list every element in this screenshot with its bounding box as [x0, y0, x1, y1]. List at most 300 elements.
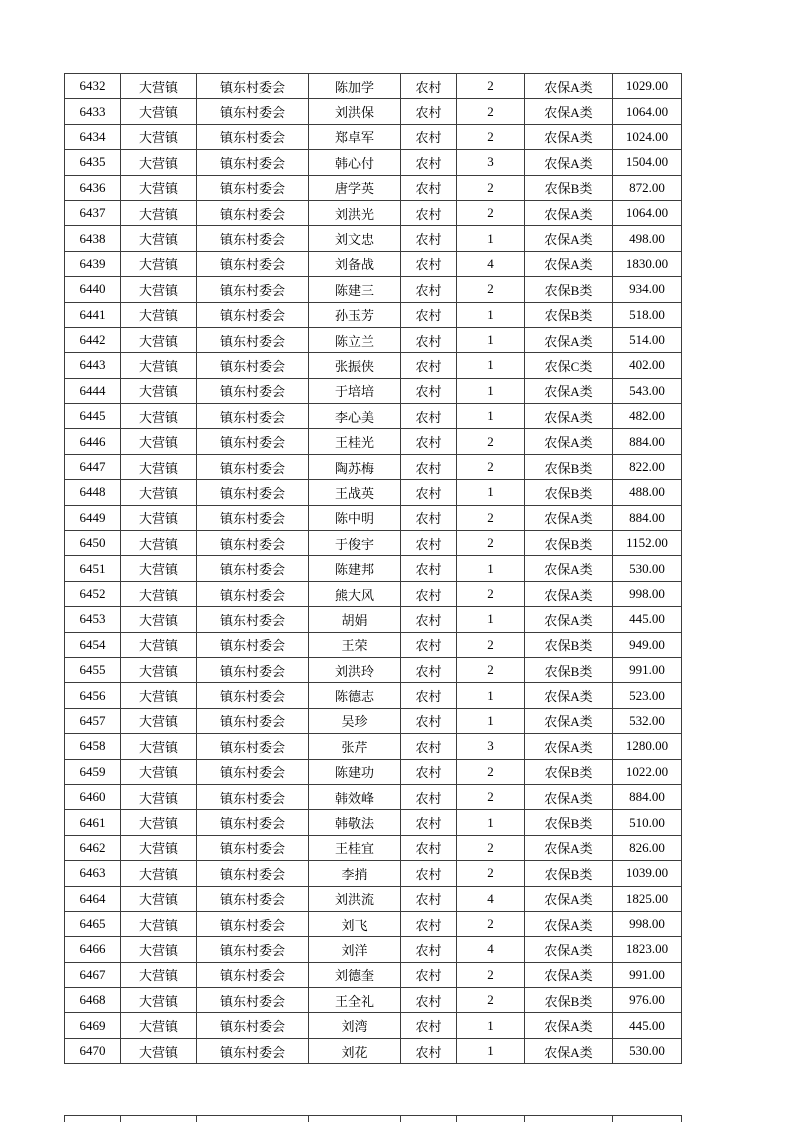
cell-residence-type: 农村 [401, 835, 457, 860]
cell-village-committee: 镇东村委会 [197, 962, 309, 987]
cell-amount: 1022.00 [613, 759, 682, 784]
cell-town: 大营镇 [121, 937, 197, 962]
cell-insurance-category: 农保A类 [525, 734, 613, 759]
cell-village-committee: 镇东村委会 [197, 404, 309, 429]
cell-residence-type: 农村 [401, 581, 457, 606]
cell-serial-number: 6470 [65, 1038, 121, 1063]
cell-serial-number: 6439 [65, 251, 121, 276]
cell-insurance-category: 农保B类 [525, 175, 613, 200]
cell-insurance-category: 农保A类 [525, 404, 613, 429]
cell-amount: 1280.00 [613, 734, 682, 759]
cell-amount: 445.00 [613, 1013, 682, 1038]
cell-person-name: 刘洪玲 [309, 657, 401, 682]
table-row [65, 429, 682, 454]
cell-insurance-category: 农保B类 [525, 632, 613, 657]
cell-person-count: 1 [457, 607, 525, 632]
cell-amount: 1024.00 [613, 124, 682, 149]
cell-amount: 1029.00 [613, 74, 682, 99]
cell-insurance-category: 农保B类 [525, 302, 613, 327]
cell-person-count: 1 [457, 480, 525, 505]
cell-town: 大营镇 [121, 708, 197, 733]
cell-amount: 402.00 [613, 353, 682, 378]
table-row [65, 657, 682, 682]
table-row [65, 99, 682, 124]
cell-serial-number: 6445 [65, 404, 121, 429]
cell-amount: 976.00 [613, 988, 682, 1013]
cell-amount: 1830.00 [613, 251, 682, 276]
cell-residence-type: 农村 [401, 607, 457, 632]
cell-residence-type: 农村 [401, 404, 457, 429]
cell-person-name: 刘洪保 [309, 99, 401, 124]
cell-insurance-category: 农保A类 [525, 378, 613, 403]
table-row [65, 581, 682, 606]
cell-insurance-category: 农保A类 [525, 429, 613, 454]
cell-insurance-category: 农保A类 [525, 962, 613, 987]
cell-residence-type: 农村 [401, 429, 457, 454]
cell-amount: 482.00 [613, 404, 682, 429]
cell-town: 大营镇 [121, 480, 197, 505]
cell-village-committee: 镇东村委会 [197, 632, 309, 657]
cell-town: 大营镇 [121, 429, 197, 454]
cell-residence-type: 农村 [401, 657, 457, 682]
cell-town: 大营镇 [121, 251, 197, 276]
cell-residence-type [401, 1116, 457, 1122]
cell-village-committee: 镇东村委会 [197, 353, 309, 378]
table-row [65, 531, 682, 556]
table-row [65, 632, 682, 657]
cell-village-committee: 镇东村委会 [197, 1013, 309, 1038]
table-row [65, 607, 682, 632]
cell-amount: 530.00 [613, 1038, 682, 1063]
cell-town: 大营镇 [121, 988, 197, 1013]
table-row [65, 784, 682, 809]
cell-town: 大营镇 [121, 607, 197, 632]
cell-insurance-category: 农保B类 [525, 657, 613, 682]
cell-village-committee: 镇东村委会 [197, 124, 309, 149]
cell-serial-number: 6460 [65, 784, 121, 809]
cell-person-name: 刘花 [309, 1038, 401, 1063]
cell-insurance-category: 农保A类 [525, 226, 613, 251]
cell-person-name: 张芹 [309, 734, 401, 759]
table-row [65, 454, 682, 479]
cell-amount: 523.00 [613, 683, 682, 708]
cell-village-committee: 镇东村委会 [197, 988, 309, 1013]
cell-person-name: 熊大风 [309, 581, 401, 606]
cell-insurance-category: 农保A类 [525, 708, 613, 733]
cell-town: 大营镇 [121, 226, 197, 251]
cell-residence-type: 农村 [401, 810, 457, 835]
cell-person-count: 2 [457, 962, 525, 987]
cell-amount: 1825.00 [613, 886, 682, 911]
cell-insurance-category: 农保A类 [525, 937, 613, 962]
cell-village-committee: 镇东村委会 [197, 835, 309, 860]
cell-amount: 884.00 [613, 784, 682, 809]
cell-serial-number: 6453 [65, 607, 121, 632]
cell-person-count: 2 [457, 200, 525, 225]
cell-insurance-category: 农保A类 [525, 150, 613, 175]
cell-serial-number: 6444 [65, 378, 121, 403]
cell-insurance-category: 农保B类 [525, 861, 613, 886]
table-row [65, 150, 682, 175]
records-table-body [65, 74, 682, 1064]
cell-person-count: 1 [457, 302, 525, 327]
cell-person-name: 陈中明 [309, 505, 401, 530]
cell-person-name: 李心美 [309, 404, 401, 429]
cell-residence-type: 农村 [401, 74, 457, 99]
cell-village-committee: 镇东村委会 [197, 607, 309, 632]
cell-insurance-category: 农保A类 [525, 505, 613, 530]
cell-town: 大营镇 [121, 683, 197, 708]
cell-residence-type: 农村 [401, 251, 457, 276]
table-row [65, 1116, 682, 1122]
cell-town: 大营镇 [121, 124, 197, 149]
cell-serial-number: 6457 [65, 708, 121, 733]
cell-serial-number: 6454 [65, 632, 121, 657]
cell-village-committee: 镇东村委会 [197, 861, 309, 886]
cell-person-name: 陈建功 [309, 759, 401, 784]
cell-town: 大营镇 [121, 404, 197, 429]
cell-person-name: 刘洪光 [309, 200, 401, 225]
cell-person-count [457, 1116, 525, 1122]
cell-amount: 518.00 [613, 302, 682, 327]
table-row [65, 175, 682, 200]
cell-amount: 998.00 [613, 581, 682, 606]
cell-residence-type: 农村 [401, 911, 457, 936]
cell-residence-type: 农村 [401, 784, 457, 809]
cell-town: 大营镇 [121, 911, 197, 936]
cell-person-name: 王桂宜 [309, 835, 401, 860]
table-row [65, 683, 682, 708]
cell-person-name: 陶苏梅 [309, 454, 401, 479]
cell-village-committee: 镇东村委会 [197, 302, 309, 327]
cell-residence-type: 农村 [401, 962, 457, 987]
cell-person-count: 2 [457, 454, 525, 479]
cell-amount: 510.00 [613, 810, 682, 835]
cell-person-count: 2 [457, 531, 525, 556]
cell-amount: 884.00 [613, 505, 682, 530]
cell-person-count: 2 [457, 911, 525, 936]
cell-town: 大营镇 [121, 810, 197, 835]
cell-person-name: 李捎 [309, 861, 401, 886]
cell-residence-type: 农村 [401, 708, 457, 733]
cell-village-committee: 镇东村委会 [197, 759, 309, 784]
cell-amount: 1064.00 [613, 200, 682, 225]
table-row [65, 124, 682, 149]
cell-serial-number: 6450 [65, 531, 121, 556]
cell-town: 大营镇 [121, 861, 197, 886]
cell-person-name: 于培培 [309, 378, 401, 403]
cell-person-name [309, 1116, 401, 1122]
cell-person-count: 2 [457, 505, 525, 530]
cell-person-name: 王全礼 [309, 988, 401, 1013]
cell-person-count: 2 [457, 784, 525, 809]
partial-next-row-table [64, 1115, 682, 1122]
cell-amount: 532.00 [613, 708, 682, 733]
cell-person-count: 1 [457, 556, 525, 581]
cell-person-count: 2 [457, 124, 525, 149]
cell-town: 大营镇 [121, 556, 197, 581]
cell-amount: 998.00 [613, 911, 682, 936]
cell-amount: 1504.00 [613, 150, 682, 175]
cell-insurance-category: 农保A类 [525, 74, 613, 99]
cell-person-count: 2 [457, 632, 525, 657]
cell-insurance-category: 农保A类 [525, 99, 613, 124]
cell-residence-type: 农村 [401, 531, 457, 556]
cell-serial-number: 6432 [65, 74, 121, 99]
table-row [65, 886, 682, 911]
cell-village-committee: 镇东村委会 [197, 454, 309, 479]
cell-insurance-category: 农保A类 [525, 1038, 613, 1063]
cell-serial-number: 6467 [65, 962, 121, 987]
cell-town: 大营镇 [121, 200, 197, 225]
cell-village-committee: 镇东村委会 [197, 74, 309, 99]
cell-person-count: 2 [457, 99, 525, 124]
cell-person-count: 2 [457, 759, 525, 784]
cell-residence-type: 农村 [401, 124, 457, 149]
cell-person-name: 韩心付 [309, 150, 401, 175]
cell-residence-type: 农村 [401, 353, 457, 378]
cell-serial-number: 6461 [65, 810, 121, 835]
cell-residence-type: 农村 [401, 200, 457, 225]
cell-person-count: 1 [457, 708, 525, 733]
cell-village-committee [197, 1116, 309, 1122]
cell-serial-number: 6443 [65, 353, 121, 378]
cell-town: 大营镇 [121, 581, 197, 606]
cell-insurance-category: 农保B类 [525, 810, 613, 835]
cell-serial-number: 6437 [65, 200, 121, 225]
cell-amount: 934.00 [613, 277, 682, 302]
cell-residence-type: 农村 [401, 886, 457, 911]
cell-person-count: 1 [457, 353, 525, 378]
cell-village-committee: 镇东村委会 [197, 1038, 309, 1063]
cell-serial-number: 6449 [65, 505, 121, 530]
cell-village-committee: 镇东村委会 [197, 99, 309, 124]
cell-town: 大营镇 [121, 835, 197, 860]
cell-person-count: 1 [457, 378, 525, 403]
cell-village-committee: 镇东村委会 [197, 886, 309, 911]
cell-amount: 826.00 [613, 835, 682, 860]
cell-amount: 498.00 [613, 226, 682, 251]
cell-village-committee: 镇东村委会 [197, 150, 309, 175]
cell-town: 大营镇 [121, 327, 197, 352]
table-row [65, 556, 682, 581]
cell-town: 大营镇 [121, 657, 197, 682]
cell-town: 大营镇 [121, 1013, 197, 1038]
cell-village-committee: 镇东村委会 [197, 708, 309, 733]
cell-town: 大营镇 [121, 734, 197, 759]
table-row [65, 1038, 682, 1063]
table-row [65, 480, 682, 505]
cell-amount: 949.00 [613, 632, 682, 657]
cell-person-name: 刘德奎 [309, 962, 401, 987]
cell-residence-type: 农村 [401, 99, 457, 124]
cell-amount [613, 1116, 682, 1122]
cell-amount: 1823.00 [613, 937, 682, 962]
cell-insurance-category: 农保B类 [525, 759, 613, 784]
cell-residence-type: 农村 [401, 759, 457, 784]
cell-town: 大营镇 [121, 99, 197, 124]
cell-serial-number: 6452 [65, 581, 121, 606]
cell-residence-type: 农村 [401, 175, 457, 200]
cell-town: 大营镇 [121, 150, 197, 175]
cell-residence-type: 农村 [401, 226, 457, 251]
cell-serial-number: 6465 [65, 911, 121, 936]
cell-person-name: 刘洪流 [309, 886, 401, 911]
cell-person-name: 陈建三 [309, 277, 401, 302]
cell-person-count: 2 [457, 581, 525, 606]
table-row [65, 353, 682, 378]
cell-insurance-category: 农保A类 [525, 784, 613, 809]
cell-village-committee: 镇东村委会 [197, 226, 309, 251]
cell-serial-number: 6451 [65, 556, 121, 581]
cell-residence-type: 农村 [401, 1013, 457, 1038]
cell-amount: 543.00 [613, 378, 682, 403]
table-row [65, 327, 682, 352]
cell-person-name: 胡娟 [309, 607, 401, 632]
table-row [65, 1013, 682, 1038]
cell-amount: 488.00 [613, 480, 682, 505]
table-row [65, 988, 682, 1013]
cell-village-committee: 镇东村委会 [197, 480, 309, 505]
cell-person-count: 2 [457, 861, 525, 886]
cell-town: 大营镇 [121, 378, 197, 403]
cell-town: 大营镇 [121, 962, 197, 987]
cell-person-name: 刘备战 [309, 251, 401, 276]
cell-residence-type: 农村 [401, 937, 457, 962]
table-row [65, 759, 682, 784]
cell-person-name: 刘洋 [309, 937, 401, 962]
cell-amount: 1152.00 [613, 531, 682, 556]
cell-person-name: 刘文忠 [309, 226, 401, 251]
cell-residence-type: 农村 [401, 556, 457, 581]
cell-person-count: 2 [457, 988, 525, 1013]
cell-amount: 1039.00 [613, 861, 682, 886]
cell-person-count: 1 [457, 683, 525, 708]
cell-town: 大营镇 [121, 1038, 197, 1063]
cell-person-name: 张振侠 [309, 353, 401, 378]
cell-insurance-category: 农保A类 [525, 124, 613, 149]
cell-amount: 884.00 [613, 429, 682, 454]
cell-insurance-category: 农保A类 [525, 200, 613, 225]
cell-person-count: 1 [457, 226, 525, 251]
cell-town: 大营镇 [121, 454, 197, 479]
cell-person-name: 陈建邦 [309, 556, 401, 581]
cell-village-committee: 镇东村委会 [197, 556, 309, 581]
cell-serial-number [65, 1116, 121, 1122]
cell-town: 大营镇 [121, 74, 197, 99]
cell-person-count: 2 [457, 175, 525, 200]
cell-town: 大营镇 [121, 886, 197, 911]
cell-insurance-category: 农保A类 [525, 683, 613, 708]
cell-person-name: 孙玉芳 [309, 302, 401, 327]
table-row [65, 911, 682, 936]
cell-residence-type: 农村 [401, 505, 457, 530]
cell-residence-type: 农村 [401, 327, 457, 352]
cell-amount: 514.00 [613, 327, 682, 352]
cell-residence-type: 农村 [401, 734, 457, 759]
cell-village-committee: 镇东村委会 [197, 657, 309, 682]
cell-person-count: 2 [457, 429, 525, 454]
cell-serial-number: 6448 [65, 480, 121, 505]
records-table [64, 73, 682, 1064]
cell-village-committee: 镇东村委会 [197, 200, 309, 225]
cell-serial-number: 6436 [65, 175, 121, 200]
cell-person-count: 4 [457, 886, 525, 911]
cell-serial-number: 6446 [65, 429, 121, 454]
cell-person-count: 1 [457, 327, 525, 352]
cell-serial-number: 6462 [65, 835, 121, 860]
cell-serial-number: 6456 [65, 683, 121, 708]
cell-person-count: 3 [457, 150, 525, 175]
cell-serial-number: 6434 [65, 124, 121, 149]
cell-serial-number: 6440 [65, 277, 121, 302]
cell-amount: 991.00 [613, 962, 682, 987]
cell-serial-number: 6463 [65, 861, 121, 886]
cell-village-committee: 镇东村委会 [197, 683, 309, 708]
cell-serial-number: 6433 [65, 99, 121, 124]
cell-village-committee: 镇东村委会 [197, 531, 309, 556]
cell-serial-number: 6435 [65, 150, 121, 175]
cell-village-committee: 镇东村委会 [197, 175, 309, 200]
cell-village-committee: 镇东村委会 [197, 911, 309, 936]
cell-town: 大营镇 [121, 784, 197, 809]
cell-village-committee: 镇东村委会 [197, 327, 309, 352]
cell-village-committee: 镇东村委会 [197, 505, 309, 530]
cell-insurance-category: 农保A类 [525, 251, 613, 276]
table-row [65, 708, 682, 733]
cell-person-count: 3 [457, 734, 525, 759]
cell-person-name: 韩效峰 [309, 784, 401, 809]
cell-person-count: 2 [457, 835, 525, 860]
cell-serial-number: 6459 [65, 759, 121, 784]
cell-amount: 1064.00 [613, 99, 682, 124]
cell-town: 大营镇 [121, 632, 197, 657]
cell-town: 大营镇 [121, 353, 197, 378]
cell-person-count: 1 [457, 1013, 525, 1038]
cell-town: 大营镇 [121, 531, 197, 556]
cell-insurance-category: 农保A类 [525, 911, 613, 936]
cell-serial-number: 6468 [65, 988, 121, 1013]
cell-serial-number: 6455 [65, 657, 121, 682]
cell-person-count: 1 [457, 404, 525, 429]
cell-insurance-category: 农保B类 [525, 531, 613, 556]
cell-person-name: 刘飞 [309, 911, 401, 936]
cell-village-committee: 镇东村委会 [197, 429, 309, 454]
cell-insurance-category: 农保A类 [525, 327, 613, 352]
cell-residence-type: 农村 [401, 480, 457, 505]
partial-next-row-body [65, 1116, 682, 1122]
table-row [65, 937, 682, 962]
cell-insurance-category: 农保B类 [525, 277, 613, 302]
cell-insurance-category: 农保A类 [525, 607, 613, 632]
cell-person-count: 4 [457, 251, 525, 276]
cell-amount: 872.00 [613, 175, 682, 200]
cell-residence-type: 农村 [401, 988, 457, 1013]
table-row [65, 810, 682, 835]
cell-residence-type: 农村 [401, 277, 457, 302]
cell-town: 大营镇 [121, 505, 197, 530]
cell-residence-type: 农村 [401, 683, 457, 708]
cell-person-name: 唐学英 [309, 175, 401, 200]
table-row [65, 505, 682, 530]
cell-insurance-category: 农保A类 [525, 1013, 613, 1038]
cell-serial-number: 6469 [65, 1013, 121, 1038]
cell-person-name: 于俊宇 [309, 531, 401, 556]
table-row [65, 226, 682, 251]
cell-amount: 822.00 [613, 454, 682, 479]
cell-serial-number: 6464 [65, 886, 121, 911]
table-row [65, 302, 682, 327]
